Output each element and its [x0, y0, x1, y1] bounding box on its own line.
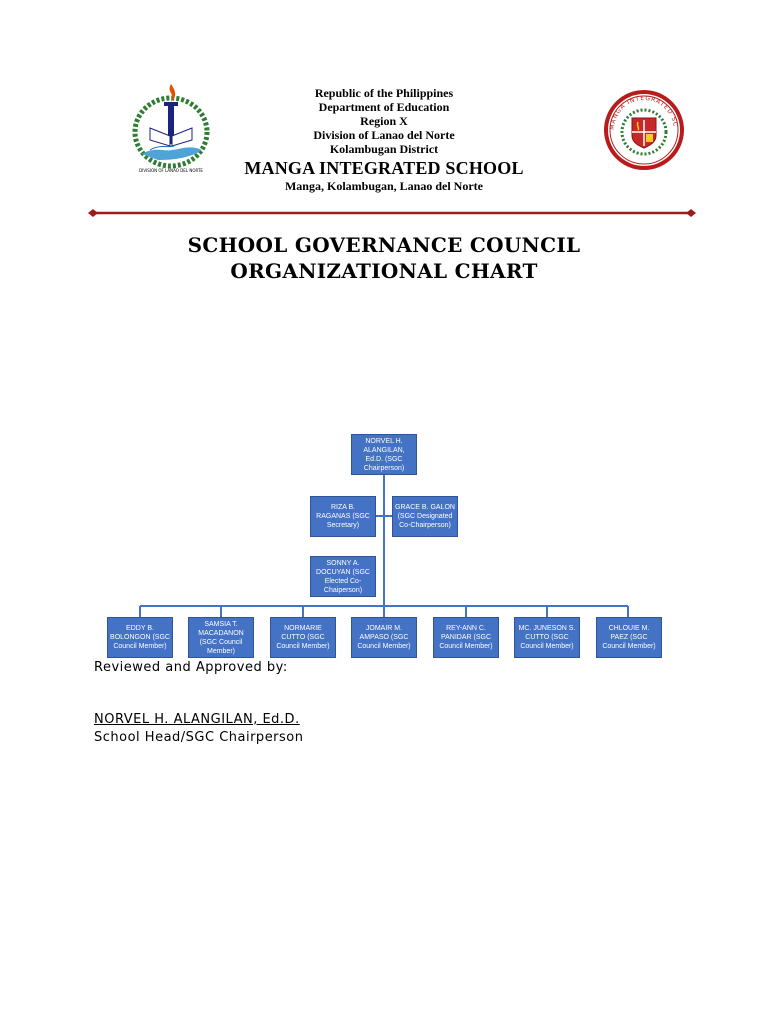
secretary-box: RIZA B. RAGANAS (SGC Secretary) [310, 496, 376, 537]
header-divider [88, 208, 696, 218]
republic-line: Republic of the Philippines [314, 86, 454, 100]
school-seal [598, 88, 690, 172]
member-box: SAMSIA T. MACADANON (SGC Council Member) [188, 617, 254, 658]
designated-cochair-box: GRACE B. GALON (SGC Designated Co-Chairperson) [392, 496, 458, 537]
department-line: Department of Education [318, 100, 450, 114]
district-line: Kolambugan District [329, 142, 439, 156]
chairperson-box: NORVEL H. ALANGILAN, Ed.D. (SGC Chairperson) [351, 434, 417, 475]
elected-cochair-box: SONNY A. DOCUYAN (SGC Elected Co-Chaiperson) [310, 556, 376, 597]
member-box: MC. JUNESON S. CUTTO (SGC Council Member) [514, 617, 580, 658]
title-line-2: ORGANIZATIONAL CHART [230, 259, 538, 283]
division-line: Division of Lanao del Norte [313, 128, 455, 142]
member-box: EDDY B. BOLONGON (SGC Council Member) [107, 617, 173, 658]
school-address: Manga, Kolambugan, Lanao del Norte [284, 179, 483, 193]
approver-position: School Head/SGC Chairperson [94, 730, 304, 745]
member-box: NORMARIE CUTTO (SGC Council Member) [270, 617, 336, 658]
region-line: Region X [360, 114, 408, 128]
title-line-1: SCHOOL GOVERNANCE COUNCIL [187, 233, 581, 257]
approver-name: NORVEL H. ALANGILAN, Ed.D. [94, 712, 300, 727]
member-box: REY-ANN C. PANIDAR (SGC Council Member) [433, 617, 499, 658]
seal-ring-text: MANGA INTEGRATED SC [608, 94, 679, 131]
logo-caption: DIVISION OF LANAO DEL NORTE [139, 168, 203, 173]
letterhead [180, 86, 588, 193]
member-box: JOMAIR M. AMPASO (SGC Council Member) [351, 617, 417, 658]
school-name: MANGA INTEGRATED SCHOOL [244, 158, 524, 178]
document-title [84, 232, 684, 284]
member-box: CHLOUIE M. PAEZ (SGC Council Member) [596, 617, 662, 658]
approval-label: Reviewed and Approved by: [94, 660, 288, 675]
